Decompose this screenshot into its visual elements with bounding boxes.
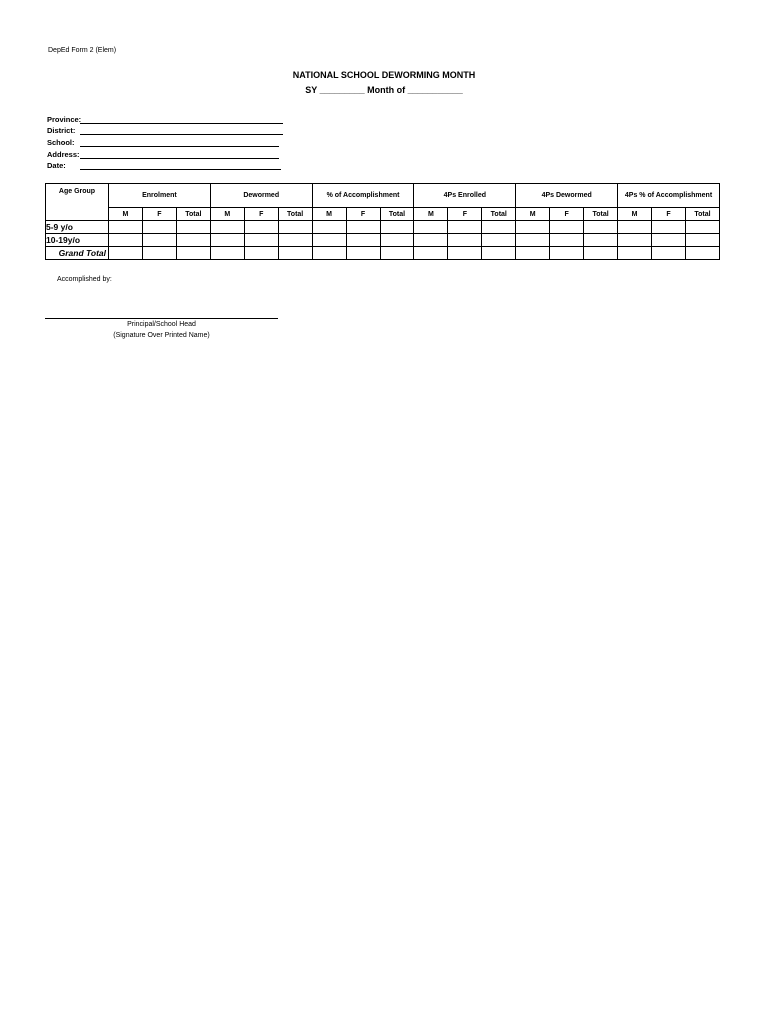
subcol-f: F <box>652 208 686 221</box>
4ps-enrolled-header: 4Ps Enrolled <box>414 184 516 208</box>
data-cell[interactable] <box>618 221 652 234</box>
signature-name: Principal/School Head <box>127 321 196 328</box>
data-cell[interactable] <box>278 234 312 247</box>
data-cell[interactable] <box>176 221 210 234</box>
data-cell[interactable] <box>448 247 482 260</box>
data-cell[interactable] <box>142 247 176 260</box>
data-cell[interactable] <box>652 234 686 247</box>
data-cell[interactable] <box>516 221 550 234</box>
data-cell[interactable] <box>685 234 719 247</box>
enrolment-header: Enrolment <box>109 184 211 208</box>
data-cell[interactable] <box>380 247 414 260</box>
subcol-total: Total <box>176 208 210 221</box>
data-cell[interactable] <box>244 247 278 260</box>
data-cell[interactable] <box>176 247 210 260</box>
subcol-f: F <box>550 208 584 221</box>
school-field[interactable] <box>47 135 283 147</box>
subcol-f: F <box>142 208 176 221</box>
subcol-total: Total <box>380 208 414 221</box>
data-cell[interactable] <box>380 234 414 247</box>
district-field[interactable] <box>47 124 283 136</box>
data-cell[interactable] <box>312 221 346 234</box>
data-cell[interactable] <box>618 234 652 247</box>
data-cell[interactable] <box>278 247 312 260</box>
signature-note: (Signature Over Printed Name) <box>113 332 210 339</box>
data-cell[interactable] <box>482 221 516 234</box>
accomplishment-header: % of Accomplishment <box>312 184 414 208</box>
data-cell[interactable] <box>550 221 584 234</box>
grand-total-row <box>46 247 720 260</box>
address-label: Address: <box>47 149 80 159</box>
data-cell[interactable] <box>652 221 686 234</box>
row-label-10-19: 10-19y/o <box>46 234 109 247</box>
data-cell[interactable] <box>346 221 380 234</box>
group-header-row <box>46 184 720 208</box>
form-code: DepEd Form 2 (Elem) <box>48 47 117 54</box>
data-cell[interactable] <box>244 221 278 234</box>
data-cell[interactable] <box>109 247 143 260</box>
province-line[interactable] <box>80 115 283 124</box>
province-field[interactable] <box>47 112 283 124</box>
data-cell[interactable] <box>414 234 448 247</box>
data-cell[interactable] <box>618 247 652 260</box>
date-line[interactable] <box>80 161 281 170</box>
form-title: NATIONAL SCHOOL DEWORMING MONTH <box>292 70 476 80</box>
data-cell[interactable] <box>652 247 686 260</box>
data-cell[interactable] <box>482 247 516 260</box>
data-cell[interactable] <box>414 221 448 234</box>
data-cell[interactable] <box>516 247 550 260</box>
data-cell[interactable] <box>312 234 346 247</box>
subcol-f: F <box>244 208 278 221</box>
subcol-m: M <box>516 208 550 221</box>
district-line[interactable] <box>80 126 283 135</box>
data-cell[interactable] <box>380 221 414 234</box>
data-cell[interactable] <box>516 234 550 247</box>
subcol-m: M <box>109 208 143 221</box>
subcol-total: Total <box>278 208 312 221</box>
data-cell[interactable] <box>142 221 176 234</box>
row-label-5-9: 5-9 y/o <box>46 221 109 234</box>
dewormed-header: Dewormed <box>210 184 312 208</box>
data-cell[interactable] <box>278 221 312 234</box>
data-cell[interactable] <box>584 221 618 234</box>
subcol-total: Total <box>584 208 618 221</box>
data-cell[interactable] <box>176 234 210 247</box>
data-cell[interactable] <box>448 234 482 247</box>
district-label: District: <box>47 126 76 136</box>
data-cell[interactable] <box>584 234 618 247</box>
data-cell[interactable] <box>109 221 143 234</box>
address-line[interactable] <box>80 150 279 159</box>
data-cell[interactable] <box>142 234 176 247</box>
data-cell[interactable] <box>685 221 719 234</box>
form-subtitle: SY _________ Month of ___________ <box>305 85 463 95</box>
subcol-total: Total <box>685 208 719 221</box>
data-cell[interactable] <box>584 247 618 260</box>
data-cell[interactable] <box>346 247 380 260</box>
data-cell[interactable] <box>210 247 244 260</box>
data-cell[interactable] <box>346 234 380 247</box>
subcol-m: M <box>210 208 244 221</box>
signature-line[interactable] <box>45 318 278 319</box>
data-cell[interactable] <box>210 234 244 247</box>
grand-total-label: Grand Total <box>46 247 109 260</box>
accomplished-by-label: Accomplished by: <box>57 276 112 283</box>
subcol-total: Total <box>482 208 516 221</box>
data-cell[interactable] <box>482 234 516 247</box>
province-label: Province: <box>47 114 82 124</box>
data-cell[interactable] <box>448 221 482 234</box>
4ps-dewormed-header: 4Ps Dewormed <box>516 184 618 208</box>
table-row <box>46 234 720 247</box>
date-label: Date: <box>47 161 66 171</box>
date-field[interactable] <box>47 159 283 171</box>
table-row <box>46 221 720 234</box>
data-cell[interactable] <box>414 247 448 260</box>
subcol-f: F <box>448 208 482 221</box>
4ps-accomplishment-header: 4Ps % of Accomplishment <box>618 184 720 208</box>
header-fields <box>47 112 283 170</box>
data-cell[interactable] <box>312 247 346 260</box>
subheader-row <box>46 208 720 221</box>
subcol-f: F <box>346 208 380 221</box>
school-label: School: <box>47 138 75 148</box>
subcol-m: M <box>312 208 346 221</box>
data-cell[interactable] <box>210 221 244 234</box>
data-cell[interactable] <box>109 234 143 247</box>
data-cell[interactable] <box>550 234 584 247</box>
data-cell[interactable] <box>685 247 719 260</box>
subcol-m: M <box>618 208 652 221</box>
address-field[interactable] <box>47 147 283 159</box>
data-cell[interactable] <box>550 247 584 260</box>
subcol-m: M <box>414 208 448 221</box>
age-group-header: Age Group <box>46 184 109 221</box>
school-line[interactable] <box>80 138 279 147</box>
deworming-table <box>45 183 720 260</box>
data-cell[interactable] <box>244 234 278 247</box>
